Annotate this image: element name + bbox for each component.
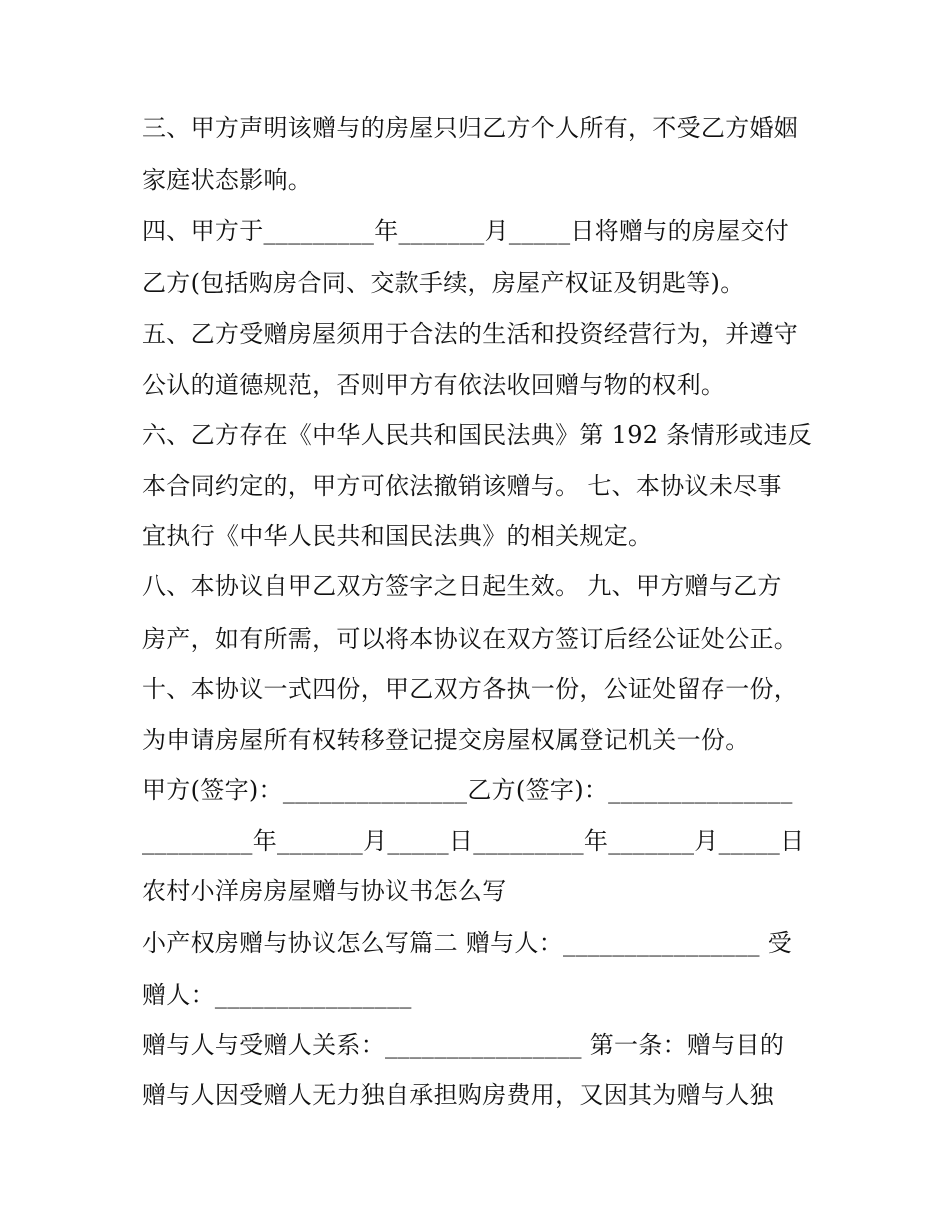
text-line-3: 四、甲方于_________年_______月_____日将赠与的房屋交付 xyxy=(142,217,790,245)
text-line-1: 三、甲方声明该赠与的房屋只归乙方个人所有，不受乙方婚姻 xyxy=(142,114,799,142)
text-line-4: 乙方(包括购房合同、交款手续，房屋产权证及钥匙等)。 xyxy=(142,269,745,297)
text-line-5: 五、乙方受赠房屋须用于合法的生活和投资经营行为，并遵守 xyxy=(142,320,799,348)
text-line-2: 家庭状态影响。 xyxy=(142,166,313,194)
text-line-12: 十、本协议一式四份，甲乙双方各执一份，公证处留存一份， xyxy=(142,675,799,703)
text-line-17: 小产权房赠与协议怎么写篇二 赠与人：________________ 受 xyxy=(142,929,793,957)
section-heading: 农村小洋房房屋赠与协议书怎么写 xyxy=(142,877,507,905)
signature-line: 甲方(签字)：_______________乙方(签字)：_______________ xyxy=(142,776,793,804)
text-line-7: 六、乙方存在《中华人民共和国民法典》第 192 条情形或违反 xyxy=(142,421,813,449)
text-line-20: 赠与人因受赠人无力独自承担购房费用，又因其为赠与人独 xyxy=(142,1081,774,1109)
text-line-10: 八、本协议自甲乙双方签字之日起生效。 九、甲方赠与乙方 xyxy=(142,572,782,600)
text-line-6: 公认的道德规范，否则甲方有依法收回赠与物的权利。 xyxy=(142,371,726,399)
text-line-13: 为申请房屋所有权转移登记提交房屋权属登记机关一份。 xyxy=(142,726,750,754)
text-line-8: 本合同约定的，甲方可依法撤销该赠与。 七、本协议未尽事 xyxy=(142,472,782,500)
text-line-19: 赠与人与受赠人关系：________________ 第一条：赠与目的 xyxy=(142,1031,785,1059)
text-line-9: 宜执行《中华人民共和国民法典》的相关规定。 xyxy=(142,522,653,550)
text-line-11: 房产，如有所需，可以将本协议在双方签订后经公证处公正。 xyxy=(142,625,799,653)
date-line: _________年_______月_____日_________年_______月_____日 xyxy=(142,827,805,855)
text-line-18: 赠人：________________ xyxy=(142,981,412,1009)
